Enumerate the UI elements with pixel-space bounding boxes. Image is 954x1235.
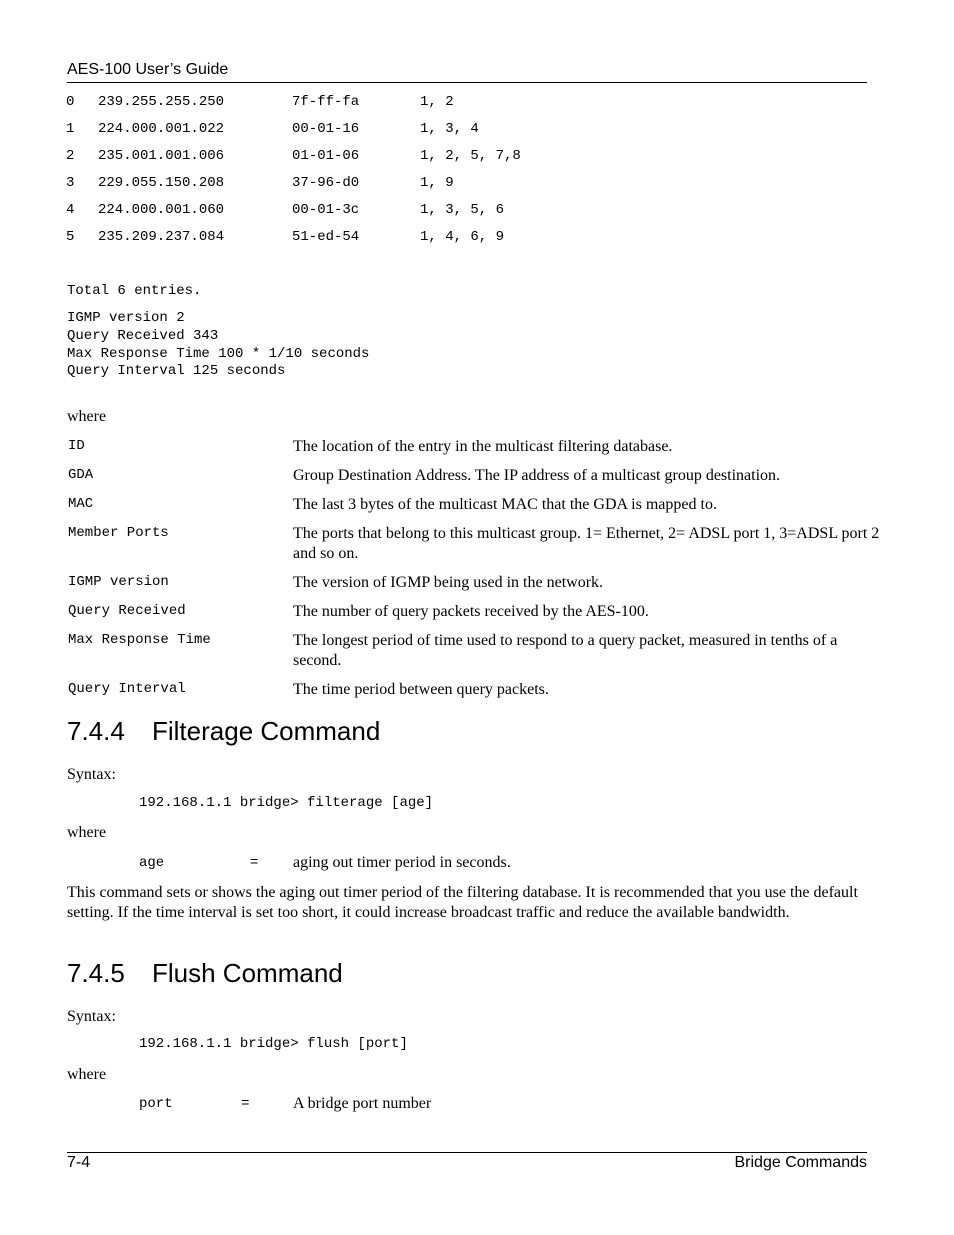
definition-desc: The time period between query packets.: [293, 681, 549, 698]
db-gda: 229.055.150.208: [98, 175, 225, 191]
section-number: 7.4.4: [67, 716, 125, 746]
igmp-version-line: IGMP version 2: [67, 310, 185, 326]
definition-desc: The longest period of time used to respond to a query packet, measured in tenths of a second.: [293, 632, 838, 669]
param-name: age: [139, 855, 165, 871]
total-entries-line: Total 6 entries.: [67, 283, 202, 299]
db-mac: 7f-ff-fa: [292, 94, 360, 110]
section-number: 7.4.5: [67, 958, 125, 988]
db-ports: 1, 3, 4: [420, 121, 479, 137]
param-equals: =: [241, 1096, 250, 1112]
section-heading-filterage: [67, 716, 380, 747]
param-desc: aging out timer period in seconds.: [293, 854, 511, 871]
db-row: [66, 202, 505, 218]
where-label: where: [67, 824, 107, 841]
max-response-line: Max Response Time 100 * 1/10 seconds: [67, 346, 370, 362]
definition-term: Member Ports: [68, 525, 169, 541]
db-mac: 37-96-d0: [292, 175, 360, 191]
section-heading-flush: [67, 958, 343, 989]
db-id: 0: [66, 94, 75, 110]
header-divider: [67, 82, 867, 83]
db-gda: 235.001.001.006: [98, 148, 225, 164]
db-ports: 1, 2, 5, 7,8: [420, 148, 521, 164]
section-title: Flush Command: [152, 958, 343, 988]
db-id: 2: [66, 148, 75, 164]
param-equals: =: [250, 855, 259, 871]
db-gda: 224.000.001.060: [98, 202, 225, 218]
definition-desc: The number of query packets received by the AES-100.: [293, 603, 649, 620]
db-mac: 51-ed-54: [292, 229, 360, 245]
db-ports: 1, 3, 5, 6: [420, 202, 505, 218]
db-mac: 00-01-3c: [292, 202, 360, 218]
definition-desc: The location of the entry in the multicast filtering database.: [293, 438, 673, 455]
definition-desc: Group Destination Address. The IP address of a multicast group destination.: [293, 467, 781, 484]
db-id: 4: [66, 202, 75, 218]
db-row: [66, 175, 454, 191]
param-desc: A bridge port number: [293, 1095, 432, 1112]
db-ports: 1, 4, 6, 9: [420, 229, 505, 245]
chapter-title: Bridge Commands: [734, 1154, 867, 1171]
db-row: [66, 229, 505, 245]
definition-term: Max Response Time: [68, 632, 211, 648]
syntax-command: 192.168.1.1 bridge> filterage [age]: [139, 795, 434, 811]
db-gda: 239.255.255.250: [98, 94, 225, 110]
db-id: 5: [66, 229, 75, 245]
db-id: 3: [66, 175, 75, 191]
db-ports: 1, 9: [420, 175, 454, 191]
param-name: port: [139, 1096, 173, 1112]
db-gda: 224.000.001.022: [98, 121, 225, 137]
definition-desc: The version of IGMP being used in the network.: [293, 574, 604, 591]
db-row: [66, 148, 521, 164]
db-mac: 01-01-06: [292, 148, 360, 164]
definition-term: Query Received: [68, 603, 186, 619]
db-row: [66, 121, 479, 137]
db-id: 1: [66, 121, 75, 137]
definition-desc: The last 3 bytes of the multicast MAC that the GDA is mapped to.: [293, 496, 717, 513]
db-row: [66, 94, 454, 110]
syntax-label: Syntax:: [67, 1008, 116, 1025]
db-ports: 1, 2: [420, 94, 454, 110]
definition-term: IGMP version: [68, 574, 169, 590]
db-mac: 00-01-16: [292, 121, 360, 137]
filterage-description: This command sets or shows the aging out timer period of the filtering database. It is recommended that you use the default setting. If the time interval is set too short, it could increase broadcast traffic and reduce the available bandwidth.: [67, 884, 858, 921]
page-number: 7-4: [67, 1154, 91, 1171]
definition-term: ID: [68, 438, 85, 454]
page-header-title: AES-100 User’s Guide: [67, 61, 229, 78]
definition-term: GDA: [68, 467, 94, 483]
db-gda: 235.209.237.084: [98, 229, 225, 245]
syntax-label: Syntax:: [67, 766, 116, 783]
section-title: Filterage Command: [152, 716, 381, 746]
query-received-line: Query Received 343: [67, 328, 219, 344]
definition-term: MAC: [68, 496, 94, 512]
where-label: where: [67, 1066, 107, 1083]
footer-divider: [67, 1152, 867, 1153]
where-label: where: [67, 408, 107, 425]
definition-desc: The ports that belong to this multicast group. 1= Ethernet, 2= ADSL port 1, 3=ADSL port 2 and so on.: [293, 525, 880, 562]
definition-term: Query Interval: [68, 681, 186, 697]
query-interval-line: Query Interval 125 seconds: [67, 363, 286, 379]
syntax-command: 192.168.1.1 bridge> flush [port]: [139, 1036, 408, 1052]
